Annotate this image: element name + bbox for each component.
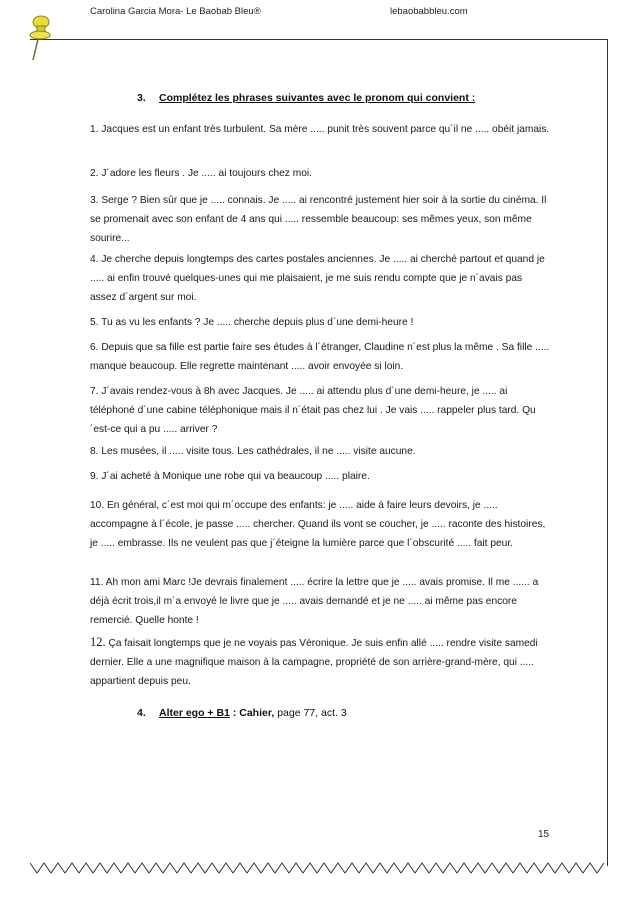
- exercise-item-6: 6. Depuis que sa fille est partie faire ses études à l´étranger, Claudine n´est plus la même . Sa fille ..... manque beaucoup. Elle regrette maintenant ..... avoir envoyée si loin.: [90, 342, 550, 372]
- exercise-item-9: 9. J´ai acheté à Monique une robe qui va beaucoup ..... plaire.: [90, 471, 370, 482]
- exercise-item-10: 10. En général, c´est moi qui m´occupe des enfants: je ..... aide à faire leurs devoirs, je ..... accompagne à l´école, je passe ..... chercher. Quand ils vont se coucher, je ..... raconte des histoires, je ..... embrasse. Ils ne veulent pas que j´éteigne la lumière parce que l´obscurité ..... fait peur.: [90, 500, 546, 549]
- section-4-reference: page 77, act. 3: [274, 707, 347, 719]
- exercise-item-11: 11. Ah mon ami Marc !Je devrais finalement ..... écrire la lettre que je ..... avais promise. Il me ...... a déjà écrit trois,il m´a envoyé le livre que je ..... avais demandé et je ne ..... ai même pas encore remercié. Quelle honte !: [90, 577, 539, 626]
- section-4-separator: :: [229, 707, 240, 719]
- pushpin-icon: [22, 13, 58, 63]
- zigzag-bottom-border: [30, 861, 608, 875]
- page-number: 15: [538, 829, 550, 840]
- exercise-item-12-number: 12.: [90, 635, 106, 649]
- page-frame-top-border: [30, 39, 608, 40]
- exercise-item-2: 2. J´adore les fleurs . Je ..... ai toujours chez moi.: [90, 168, 312, 179]
- page-frame-right-border: [607, 39, 608, 866]
- exercise-item-8: 8. Les musées, il ..... visite tous. Les cathédrales, il ne ..... visite aucune.: [90, 446, 416, 457]
- section-3-title: [137, 92, 475, 104]
- exercise-item-12: [90, 633, 550, 691]
- section-3-number: 3.: [137, 92, 146, 104]
- exercise-item-4: 4. Je cherche depuis longtemps des cartes postales anciennes. Je ..... ai cherché partout et quand je ..... ai enfin trouvé quelques-unes qui me plaisaient, je me suis rendu compte que je n´avais pas assez d´argent sur moi.: [90, 254, 545, 303]
- section-4-book-title: Alter ego + B1: [159, 707, 230, 719]
- exercise-item-5: 5. Tu as vu les enfants ? Je ..... cherche depuis plus d´une demi-heure !: [90, 317, 414, 328]
- header-website: lebaobabbleu.com: [390, 6, 468, 17]
- section-4-title: [137, 707, 347, 719]
- exercise-item-1: 1. Jacques est un enfant très turbulent. Sa mère ..... punit très souvent parce qu´il ne ..... obéit jamais.: [90, 124, 550, 135]
- section-4-number: 4.: [137, 707, 146, 719]
- exercise-item-3: 3. Serge ? Bien sûr que je ..... connais. Je ..... ai rencontré justement hier soir à la sortie du cinéma. Il se promenait avec son enfant de 4 ans qui ..... ressemble beaucoup: ses mêmes yeux, son même sourire...: [90, 195, 547, 244]
- exercise-item-7: 7. J´avais rendez-vous à 8h avec Jacques. Je ..... ai attendu plus d´une demi-heure, je ..... ai téléphoné d´une cabine téléphonique mais il n´était pas chez lui . Je vais ..... rappeler plus tard. Qu´est-ce qui a pu ..... arriver ?: [90, 386, 536, 435]
- section-3-instruction: Complétez les phrases suivantes avec le pronom qui convient :: [159, 92, 476, 104]
- section-4-cahier: Cahier,: [239, 707, 275, 719]
- exercise-item-12-text: Ça faisait longtemps que je ne voyais pas Véronique. Je suis enfin allé ..... rendre visite samedi dernier. Elle a une magnifique maison à la campagne, propriété de son arrière-grand-mère, qui ..... appartient depuis peu.: [90, 638, 538, 687]
- header-author: Carolina Garcia Mora- Le Baobab Bleu®: [90, 6, 261, 17]
